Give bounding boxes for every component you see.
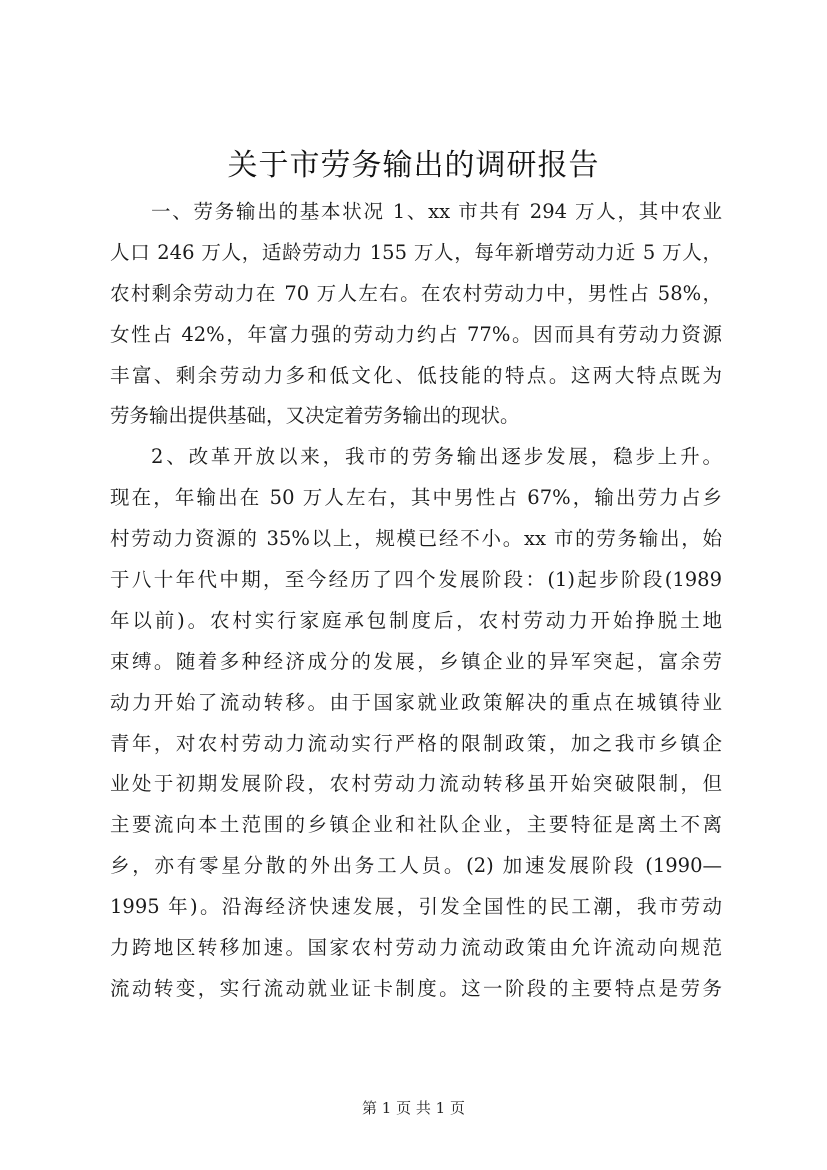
paragraph-1-line-4: 女性占 42%，年富力强的劳动力约占 77%。因而具有劳动力资源 xyxy=(110,322,722,346)
paragraph-1-line-1: 一、劳务输出的基本状况 1、xx 市共有 294 万人，其中农业 xyxy=(151,200,722,223)
paragraph-2-line-8: 青年，对农村劳动力流动实行严格的限制政策，加之我市乡镇企 xyxy=(110,731,722,755)
page-footer: 第 1 页 共 1 页 xyxy=(362,1099,465,1117)
paragraph-2-line-1: 2、改革开放以来，我市的劳务输出逐步发展，稳步上升。 xyxy=(151,445,722,469)
paragraph-2-line-4: 于八十年代中期，至今经历了四个发展阶段：(1)起步阶段(1989 xyxy=(110,568,722,592)
paragraph-2-line-7: 动力开始了流动转移。由于国家就业政策解决的重点在城镇待业 xyxy=(110,690,722,714)
paragraph-1-line-3: 农村剩余劳动力在 70 万人左右。在农村劳动力中，男性占 58%， xyxy=(110,281,722,305)
paragraph-2-line-9: 业处于初期发展阶段，农村劳动力流动转移虽开始突破限制，但 xyxy=(110,772,722,796)
paragraph-1-line-6: 劳务输出提供基础，又决定着劳务输出的现状。 xyxy=(110,404,520,428)
paragraph-2-line-12: 1995 年)。沿海经济快速发展，引发全国性的民工潮，我市劳动 xyxy=(110,895,722,919)
paragraph-2-line-3: 村劳动力资源的 35%以上，规模已经不小。xx 市的劳务输出，始 xyxy=(110,527,722,551)
paragraph-2-line-10: 主要流向本土范围的乡镇企业和社队企业，主要特征是离土不离 xyxy=(110,813,722,837)
paragraph-2-line-5: 年以前)。农村实行家庭承包制度后，农村劳动力开始挣脱土地 xyxy=(110,608,722,632)
document-title: 关于市劳务输出的调研报告 xyxy=(227,148,600,183)
paragraph-2-line-11: 乡，亦有零星分散的外出务工人员。(2) 加速发展阶段 (1990— xyxy=(110,854,722,878)
paragraph-1-line-2: 人口 246 万人，适龄劳动力 155 万人，每年新增劳动力近 5 万人， xyxy=(110,240,722,264)
document-body xyxy=(110,192,722,1010)
paragraph-2-line-2: 现在，年输出在 50 万人左右，其中男性占 67%，输出劳力占乡 xyxy=(110,486,722,510)
paragraph-2-line-14: 流动转变，实行流动就业证卡制度。这一阶段的主要特点是劳务 xyxy=(110,976,722,1000)
paragraph-2-line-6: 束缚。随着多种经济成分的发展，乡镇企业的异军突起，富余劳 xyxy=(110,649,722,673)
paragraph-1-line-5: 丰富、剩余劳动力多和低文化、低技能的特点。这两大特点既为 xyxy=(110,363,722,387)
paragraph-2-line-13: 力跨地区转移加速。国家农村劳动力流动政策由允许流动向规范 xyxy=(110,936,722,960)
